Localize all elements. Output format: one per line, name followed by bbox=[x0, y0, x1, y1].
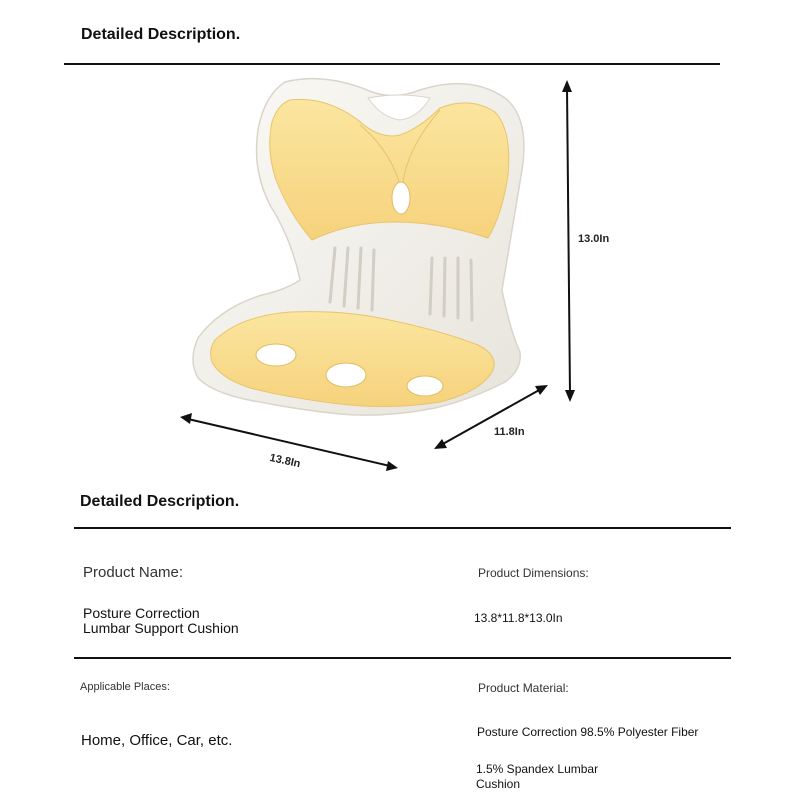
product-image bbox=[160, 66, 620, 486]
places-label: Applicable Places: bbox=[80, 681, 170, 693]
section-divider bbox=[74, 527, 731, 529]
places-value: Home, Office, Car, etc. bbox=[81, 732, 233, 749]
width-label: 13.8In bbox=[268, 452, 302, 471]
material-line-2-3 bbox=[476, 762, 598, 792]
material-label: Product Material: bbox=[478, 681, 569, 695]
page-title: Detailed Description. bbox=[81, 26, 241, 43]
height-label: 13.0In bbox=[578, 233, 610, 245]
section-title: Detailed Description. bbox=[80, 493, 240, 510]
product-name-value bbox=[83, 606, 239, 636]
top-divider bbox=[64, 63, 720, 65]
seat-hole-right bbox=[407, 376, 443, 396]
product-name-label: Product Name: bbox=[83, 564, 184, 581]
seat-hole-left bbox=[256, 344, 296, 366]
material-line-3: Cushion bbox=[476, 777, 521, 791]
material-line-2: 1.5% Spandex Lumbar bbox=[476, 762, 599, 776]
product-name-line-1: Posture Correction bbox=[83, 605, 200, 621]
back-vent-hole bbox=[392, 182, 410, 214]
material-line-1: Posture Correction 98.5% Polyester Fiber bbox=[477, 725, 699, 739]
height-arrow bbox=[562, 80, 575, 402]
depth-label: 11.8In bbox=[494, 426, 525, 438]
dimensions-label: Product Dimensions: bbox=[478, 566, 589, 580]
product-name-line-2: Lumbar Support Cushion bbox=[83, 620, 239, 636]
row-divider bbox=[74, 657, 731, 659]
seat-hole-center bbox=[326, 363, 366, 387]
dimensions-value: 13.8*11.8*13.0In bbox=[474, 611, 563, 625]
